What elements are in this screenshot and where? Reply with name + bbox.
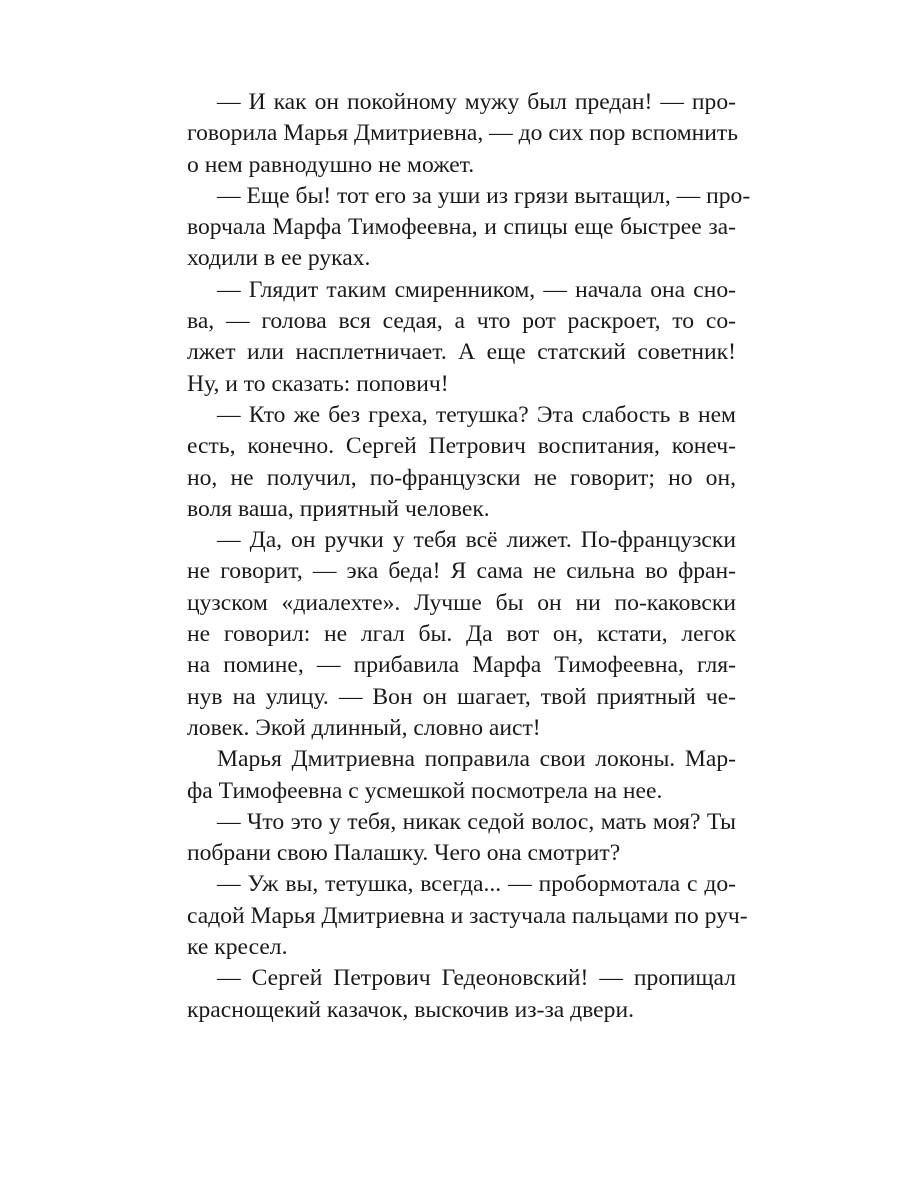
text-line: — Глядит таким смиренником, — начала она сно- — [217, 276, 736, 303]
paragraph — [187, 400, 736, 525]
text-line: есть, конечно. Сергей Петрович воспитания, конеч- — [187, 433, 736, 460]
text-line: ке кресел. — [187, 934, 288, 961]
text-line: воля ваша, приятный человек. — [187, 495, 490, 522]
text-line: но, не получил, по-французски не говорит; но он, — [187, 464, 736, 491]
text-line: цузском «диалехте». Лучше бы он ни по-каковски — [187, 589, 736, 616]
text-line: краснощекий казачок, выскочив из-за двери. — [187, 996, 634, 1023]
page-body — [187, 87, 751, 1026]
paragraph — [187, 869, 748, 963]
paragraph — [187, 275, 736, 400]
text-line: ворчала Марфа Тимофеевна, и спицы еще быстрее за- — [187, 214, 736, 241]
paragraph — [187, 87, 736, 181]
text-line: не говорит, — эка беда! Я сама не сильна во фран- — [187, 558, 736, 585]
text-line: ловек. Экой длинный, словно аист! — [187, 714, 541, 741]
text-line: — И как он покойному мужу был предан! — про- — [217, 89, 736, 115]
paragraph — [187, 525, 736, 744]
paragraph — [187, 807, 736, 870]
text-line: — Уж вы, тетушка, всегда... — пробормотала с до- — [217, 871, 736, 898]
paragraph — [187, 744, 736, 807]
text-line: нув на улицу. — Вон он шагает, твой приятный че- — [187, 683, 736, 710]
text-line: на помине, — прибавила Марфа Тимофеевна, гля- — [187, 652, 736, 679]
text-line: фа Тимофеевна с усмешкой посмотрела на нее. — [187, 777, 663, 804]
text-line: — Кто же без греха, тетушка? Эта слабость в нем — [217, 401, 736, 428]
text-line: — Еще бы! тот его за уши из грязи вытащил, — про- — [217, 182, 751, 209]
text-line: — Да, он ручки у тебя всё лижет. По-французски — [217, 527, 736, 554]
text-line: — Сергей Петрович Гедеоновский! — пропищал — [217, 965, 736, 992]
text-line: говорила Марья Дмитриевна, — до сих пор вспомнить — [187, 120, 738, 147]
text-line: Марья Дмитриевна поправила свои локоны. Мар- — [217, 746, 736, 773]
text-line: о нем равнодушно не может. — [187, 151, 475, 178]
text-line: ходили в ее руках. — [187, 245, 371, 272]
paragraph — [187, 181, 751, 275]
text-line: побрани свою Палашку. Чего она смотрит? — [187, 840, 621, 867]
text-line: садой Марья Дмитриевна и застучала пальцами по руч- — [187, 902, 748, 929]
text-line: Ну, и то сказать: попович! — [187, 370, 449, 397]
text-line: не говорил: не лгал бы. Да вот он, кстати, легок — [187, 621, 736, 648]
text-line: ва, — голова вся седая, а что рот раскроет, то со- — [187, 308, 736, 335]
text-line: — Что это у тебя, никак седой волос, мать моя? Ты — [217, 808, 736, 835]
paragraph — [187, 963, 736, 1026]
text-line: лжет или насплетничает. А еще статский советник! — [187, 339, 736, 366]
